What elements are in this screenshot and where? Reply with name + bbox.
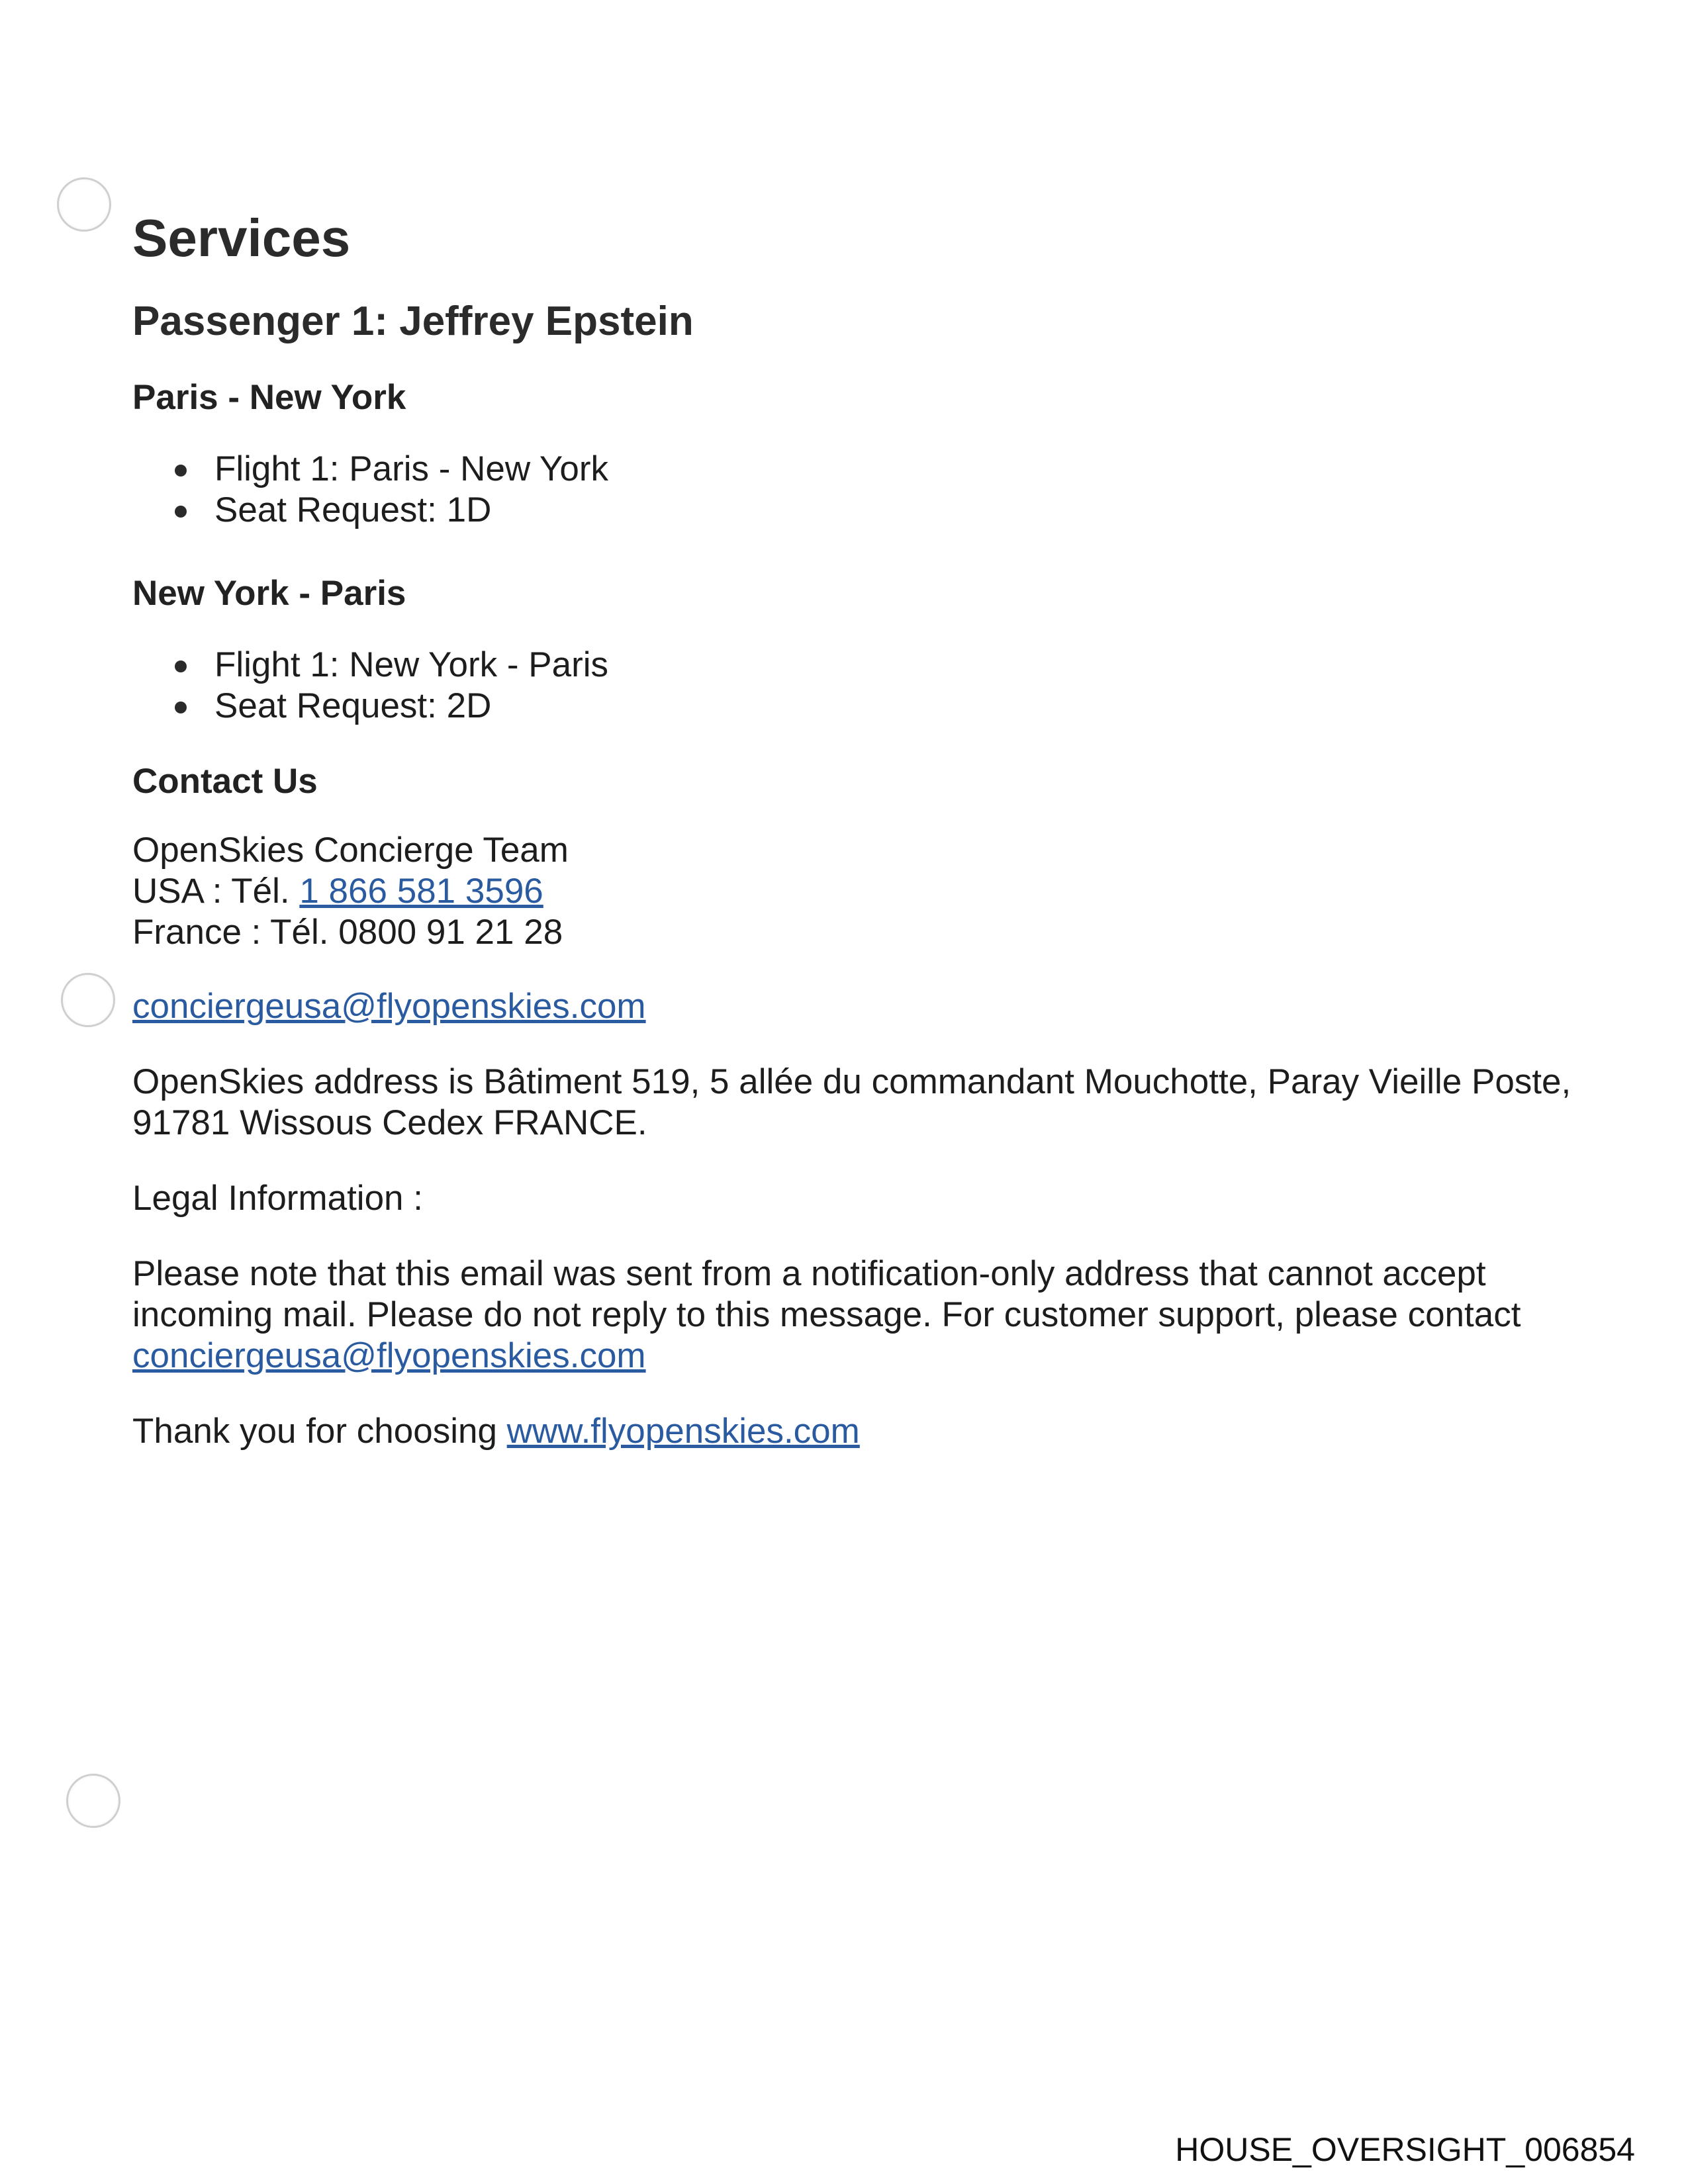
address-paragraph: OpenSkies address is Bâtiment 519, 5 allée du commandant Mouchotte, Paray Vieille Poste, 91781 Wissous Cedex FRANCE. <box>132 1062 1571 1142</box>
usa-phone-link[interactable]: 1 866 581 3596 <box>299 872 543 911</box>
contact-email-line <box>132 986 1589 1027</box>
contact-heading: Contact Us <box>132 762 318 801</box>
usa-phone-line <box>132 871 1589 912</box>
outbound-details-list <box>132 449 1589 531</box>
closing-text: Thank you for choosing <box>132 1412 507 1451</box>
passenger-heading: Passenger 1: Jeffrey Epstein <box>132 298 694 344</box>
france-phone-line: France : Tél. 0800 91 21 28 <box>132 913 563 952</box>
list-item-seat: Seat Request: 2D <box>175 686 1589 727</box>
list-item-flight: Flight 1: Paris - New York <box>175 449 1589 490</box>
website-link[interactable]: www.flyopenskies.com <box>506 1412 860 1451</box>
contact-email-link[interactable]: conciergeusa@flyopenskies.com <box>132 987 646 1026</box>
legal-notice-text: Please note that this email was sent from a notification-only address that cannot accept incoming mail. Please do not reply to this message. For customer support, please contact <box>132 1254 1521 1334</box>
route-heading-outbound: Paris - New York <box>132 378 406 417</box>
legal-notice <box>132 1253 1589 1377</box>
return-details-list <box>132 645 1589 727</box>
contact-block <box>132 830 1589 953</box>
usa-phone-prefix: USA : Tél. <box>132 872 300 911</box>
closing-line <box>132 1411 1589 1452</box>
punch-hole-bottom <box>66 1774 120 1828</box>
list-item-seat: Seat Request: 1D <box>175 490 1589 531</box>
punch-hole-middle <box>61 973 115 1027</box>
concierge-team: OpenSkies Concierge Team <box>132 831 569 870</box>
document-content <box>132 205 1589 1486</box>
route-heading-return: New York - Paris <box>132 574 406 613</box>
punch-hole-top <box>57 177 111 232</box>
bates-number: HOUSE_OVERSIGHT_006854 <box>1175 2131 1635 2168</box>
legal-email-link[interactable]: conciergeusa@flyopenskies.com <box>132 1336 646 1375</box>
legal-heading: Legal Information : <box>132 1179 423 1218</box>
page-title: Services <box>132 208 351 267</box>
list-item-flight: Flight 1: New York - Paris <box>175 645 1589 686</box>
